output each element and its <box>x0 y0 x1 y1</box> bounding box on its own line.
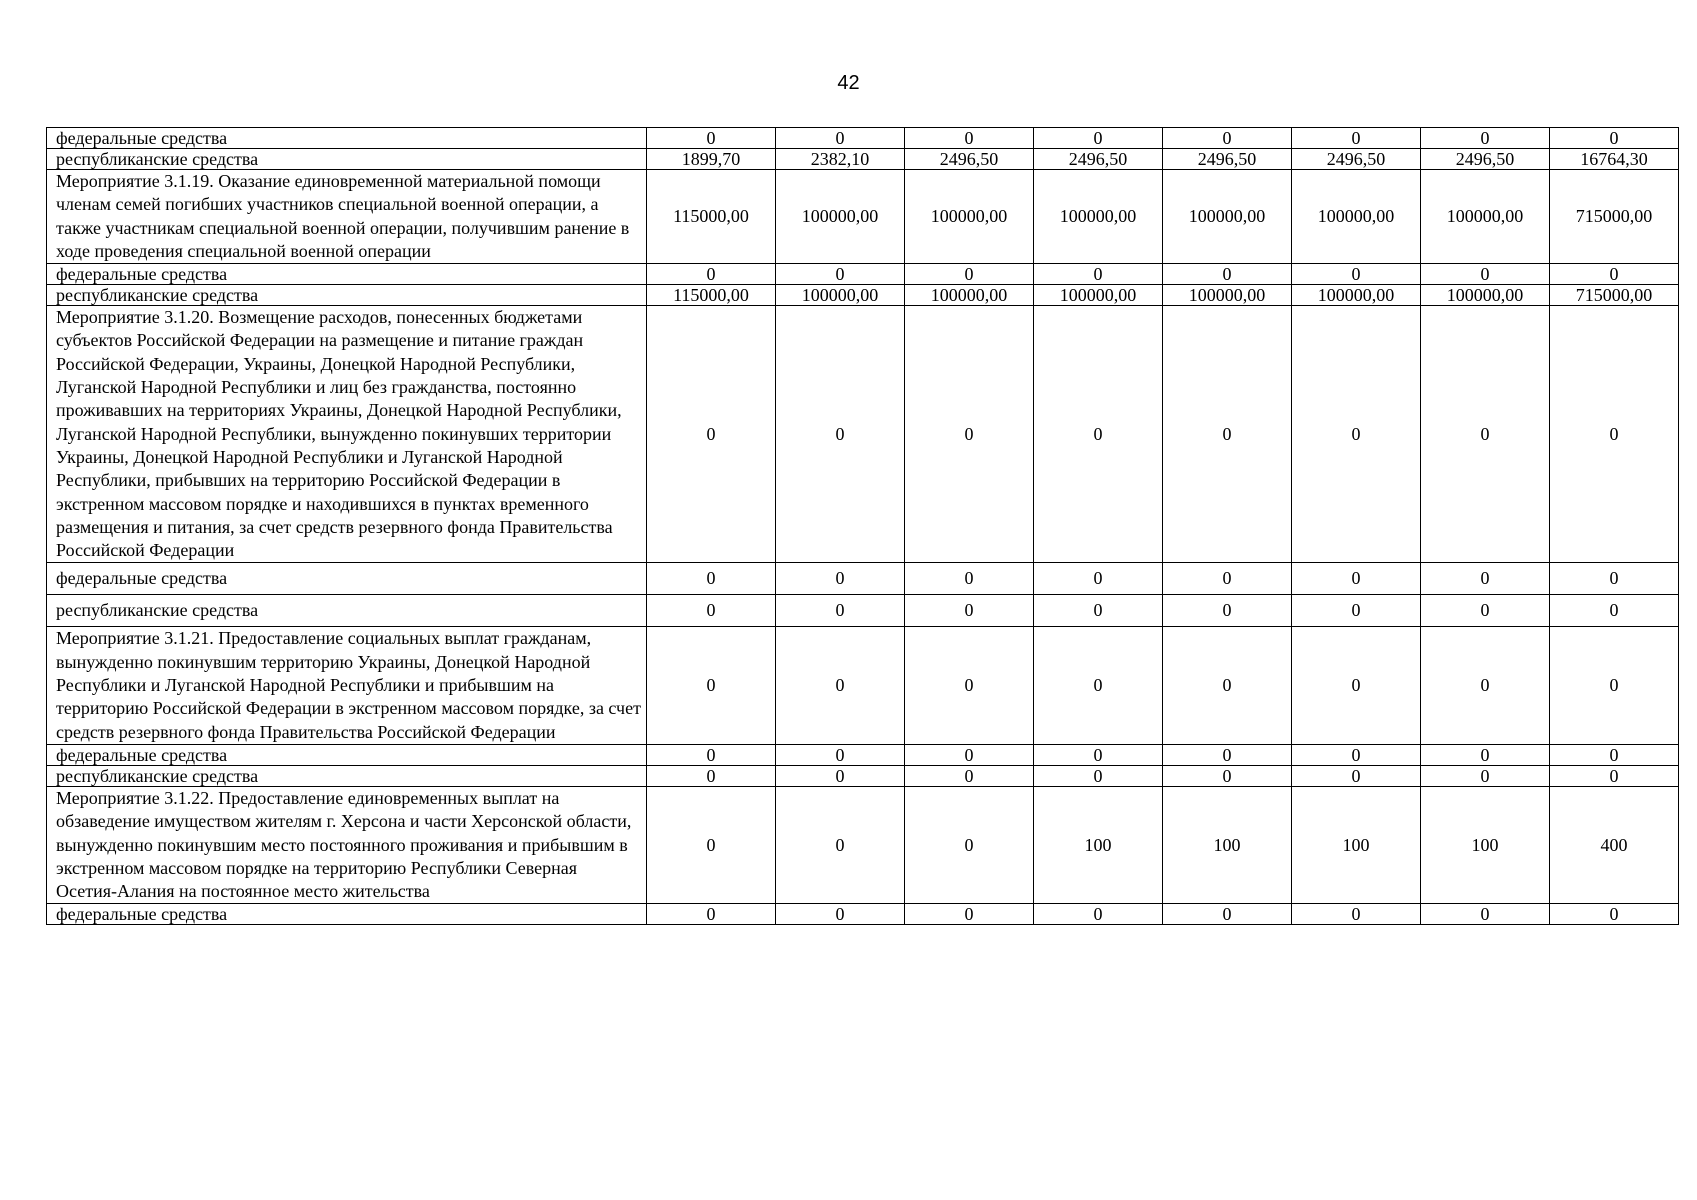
value-cell: 2496,50 <box>1163 149 1292 170</box>
row-label-cell: федеральные средства <box>47 563 647 595</box>
value-cell: 0 <box>776 306 905 563</box>
value-cell: 0 <box>1550 306 1679 563</box>
table-row <box>47 128 1679 149</box>
table-row <box>47 285 1679 306</box>
value-cell: 2496,50 <box>1034 149 1163 170</box>
value-cell: 0 <box>1421 563 1550 595</box>
row-label-cell: федеральные средства <box>47 264 647 285</box>
value-cell: 100000,00 <box>1421 285 1550 306</box>
page-number: 42 <box>837 72 860 94</box>
value-cell: 100000,00 <box>1034 285 1163 306</box>
value-cell: 0 <box>1292 744 1421 765</box>
value-cell: 0 <box>1421 595 1550 627</box>
table-body <box>47 128 1679 925</box>
value-cell: 0 <box>1163 264 1292 285</box>
value-cell: 2496,50 <box>1292 149 1421 170</box>
value-cell: 0 <box>905 563 1034 595</box>
value-cell: 0 <box>1421 264 1550 285</box>
value-cell: 0 <box>1421 627 1550 744</box>
table-row <box>47 904 1679 925</box>
value-cell: 0 <box>1421 904 1550 925</box>
value-cell: 2382,10 <box>776 149 905 170</box>
value-cell: 0 <box>647 627 776 744</box>
row-label-cell: Мероприятие 3.1.19. Оказание единовременной материальной помощи членам семей погибших участников специальной военной операции, а также участникам специальной военной операции, получившим ранение в ходе проведения специальной военной операции <box>47 170 647 264</box>
value-cell: 0 <box>647 744 776 765</box>
value-cell: 0 <box>1163 627 1292 744</box>
row-label-cell: Мероприятие 3.1.22. Предоставление единовременных выплат на обзаведение имуществом жителям г. Херсона и части Херсонской области, вынужденно покинувшим место постоянного проживания и прибывшим в экстренном массовом порядке на территорию Республики Северная Осетия-Алания на постоянное место жительства <box>47 786 647 903</box>
value-cell: 0 <box>776 786 905 903</box>
value-cell: 0 <box>1292 627 1421 744</box>
value-cell: 2496,50 <box>905 149 1034 170</box>
value-cell: 0 <box>776 264 905 285</box>
value-cell: 0 <box>1550 128 1679 149</box>
value-cell: 0 <box>1550 904 1679 925</box>
value-cell: 0 <box>1421 765 1550 786</box>
value-cell: 0 <box>905 786 1034 903</box>
value-cell: 0 <box>1292 595 1421 627</box>
value-cell: 2496,50 <box>1421 149 1550 170</box>
value-cell: 0 <box>776 627 905 744</box>
table-row <box>47 595 1679 627</box>
value-cell: 0 <box>1034 904 1163 925</box>
value-cell: 400 <box>1550 786 1679 903</box>
table-row <box>47 306 1679 563</box>
value-cell: 0 <box>776 765 905 786</box>
value-cell: 0 <box>1550 627 1679 744</box>
value-cell: 0 <box>1292 264 1421 285</box>
row-label-cell: республиканские средства <box>47 149 647 170</box>
row-label-cell: федеральные средства <box>47 904 647 925</box>
value-cell: 0 <box>905 264 1034 285</box>
value-cell: 0 <box>647 128 776 149</box>
table-row <box>47 744 1679 765</box>
row-label-cell: республиканские средства <box>47 765 647 786</box>
value-cell: 100000,00 <box>905 170 1034 264</box>
table-row <box>47 627 1679 744</box>
value-cell: 0 <box>1034 765 1163 786</box>
value-cell: 0 <box>1163 904 1292 925</box>
value-cell: 100000,00 <box>1163 170 1292 264</box>
value-cell: 0 <box>1550 264 1679 285</box>
value-cell: 100000,00 <box>1292 170 1421 264</box>
value-cell: 0 <box>905 904 1034 925</box>
value-cell: 0 <box>1550 563 1679 595</box>
table-row <box>47 563 1679 595</box>
value-cell: 0 <box>647 765 776 786</box>
value-cell: 0 <box>1292 904 1421 925</box>
value-cell: 100000,00 <box>776 170 905 264</box>
value-cell: 0 <box>776 904 905 925</box>
value-cell: 0 <box>1292 306 1421 563</box>
value-cell: 0 <box>647 904 776 925</box>
value-cell: 0 <box>1550 595 1679 627</box>
value-cell: 0 <box>647 563 776 595</box>
value-cell: 0 <box>1163 765 1292 786</box>
value-cell: 0 <box>1034 627 1163 744</box>
value-cell: 0 <box>647 595 776 627</box>
value-cell: 100000,00 <box>1034 170 1163 264</box>
value-cell: 0 <box>1034 595 1163 627</box>
value-cell: 0 <box>905 627 1034 744</box>
value-cell: 0 <box>1034 128 1163 149</box>
value-cell: 100000,00 <box>776 285 905 306</box>
value-cell: 100 <box>1163 786 1292 903</box>
row-label-cell: Мероприятие 3.1.20. Возмещение расходов, понесенных бюджетами субъектов Российской Федерации на размещение и питание граждан Российской Федерации, Украины, Донецкой Народной Республики, Луганской Народной Республики и лиц без гражданства, постоянно проживавших на территориях Украины, Донецкой Народной Республики, Луганской Народной Республики, вынужденно покинувших территории Украины, Донецкой Народной Республики и Луганской Народной Республики, прибывших на территорию Российской Федерации в экстренном массовом порядке и находившихся в пунктах временного размещения и питания, за счет средств резервного фонда Правительства Российской Федерации <box>47 306 647 563</box>
value-cell: 0 <box>647 264 776 285</box>
value-cell: 0 <box>905 765 1034 786</box>
value-cell: 100000,00 <box>1163 285 1292 306</box>
value-cell: 0 <box>1034 563 1163 595</box>
row-label-cell: федеральные средства <box>47 744 647 765</box>
table-row <box>47 149 1679 170</box>
table-row <box>47 170 1679 264</box>
value-cell: 0 <box>647 306 776 563</box>
value-cell: 0 <box>776 595 905 627</box>
value-cell: 0 <box>905 595 1034 627</box>
value-cell: 100 <box>1421 786 1550 903</box>
value-cell: 0 <box>1550 765 1679 786</box>
value-cell: 715000,00 <box>1550 285 1679 306</box>
value-cell: 1899,70 <box>647 149 776 170</box>
row-label-cell: Мероприятие 3.1.21. Предоставление социальных выплат гражданам, вынужденно покинувшим территорию Украины, Донецкой Народной Республики и Луганской Народной Республики и прибывшим на территорию Российской Федерации в экстренном массовом порядке, за счет средств резервного фонда Правительства Российской Федерации <box>47 627 647 744</box>
value-cell: 0 <box>1421 306 1550 563</box>
value-cell: 715000,00 <box>1550 170 1679 264</box>
value-cell: 0 <box>1421 744 1550 765</box>
value-cell: 0 <box>776 128 905 149</box>
value-cell: 0 <box>905 744 1034 765</box>
value-cell: 0 <box>1034 264 1163 285</box>
budget-table <box>46 127 1679 925</box>
row-label-cell: федеральные средства <box>47 128 647 149</box>
value-cell: 0 <box>1292 765 1421 786</box>
value-cell: 100000,00 <box>905 285 1034 306</box>
value-cell: 0 <box>1421 128 1550 149</box>
value-cell: 0 <box>1163 306 1292 563</box>
value-cell: 0 <box>1163 563 1292 595</box>
value-cell: 100000,00 <box>1421 170 1550 264</box>
value-cell: 0 <box>647 786 776 903</box>
value-cell: 0 <box>1550 744 1679 765</box>
value-cell: 100 <box>1292 786 1421 903</box>
value-cell: 0 <box>776 563 905 595</box>
value-cell: 0 <box>1163 595 1292 627</box>
value-cell: 0 <box>1034 744 1163 765</box>
value-cell: 0 <box>1163 744 1292 765</box>
value-cell: 0 <box>776 744 905 765</box>
value-cell: 0 <box>1163 128 1292 149</box>
value-cell: 100000,00 <box>1292 285 1421 306</box>
value-cell: 0 <box>1292 563 1421 595</box>
value-cell: 0 <box>905 306 1034 563</box>
value-cell: 115000,00 <box>647 170 776 264</box>
value-cell: 0 <box>1292 128 1421 149</box>
value-cell: 0 <box>905 128 1034 149</box>
table-row <box>47 264 1679 285</box>
table-row <box>47 786 1679 903</box>
row-label-cell: республиканские средства <box>47 285 647 306</box>
value-cell: 100 <box>1034 786 1163 903</box>
value-cell: 16764,30 <box>1550 149 1679 170</box>
table-row <box>47 765 1679 786</box>
value-cell: 0 <box>1034 306 1163 563</box>
row-label-cell: республиканские средства <box>47 595 647 627</box>
value-cell: 115000,00 <box>647 285 776 306</box>
